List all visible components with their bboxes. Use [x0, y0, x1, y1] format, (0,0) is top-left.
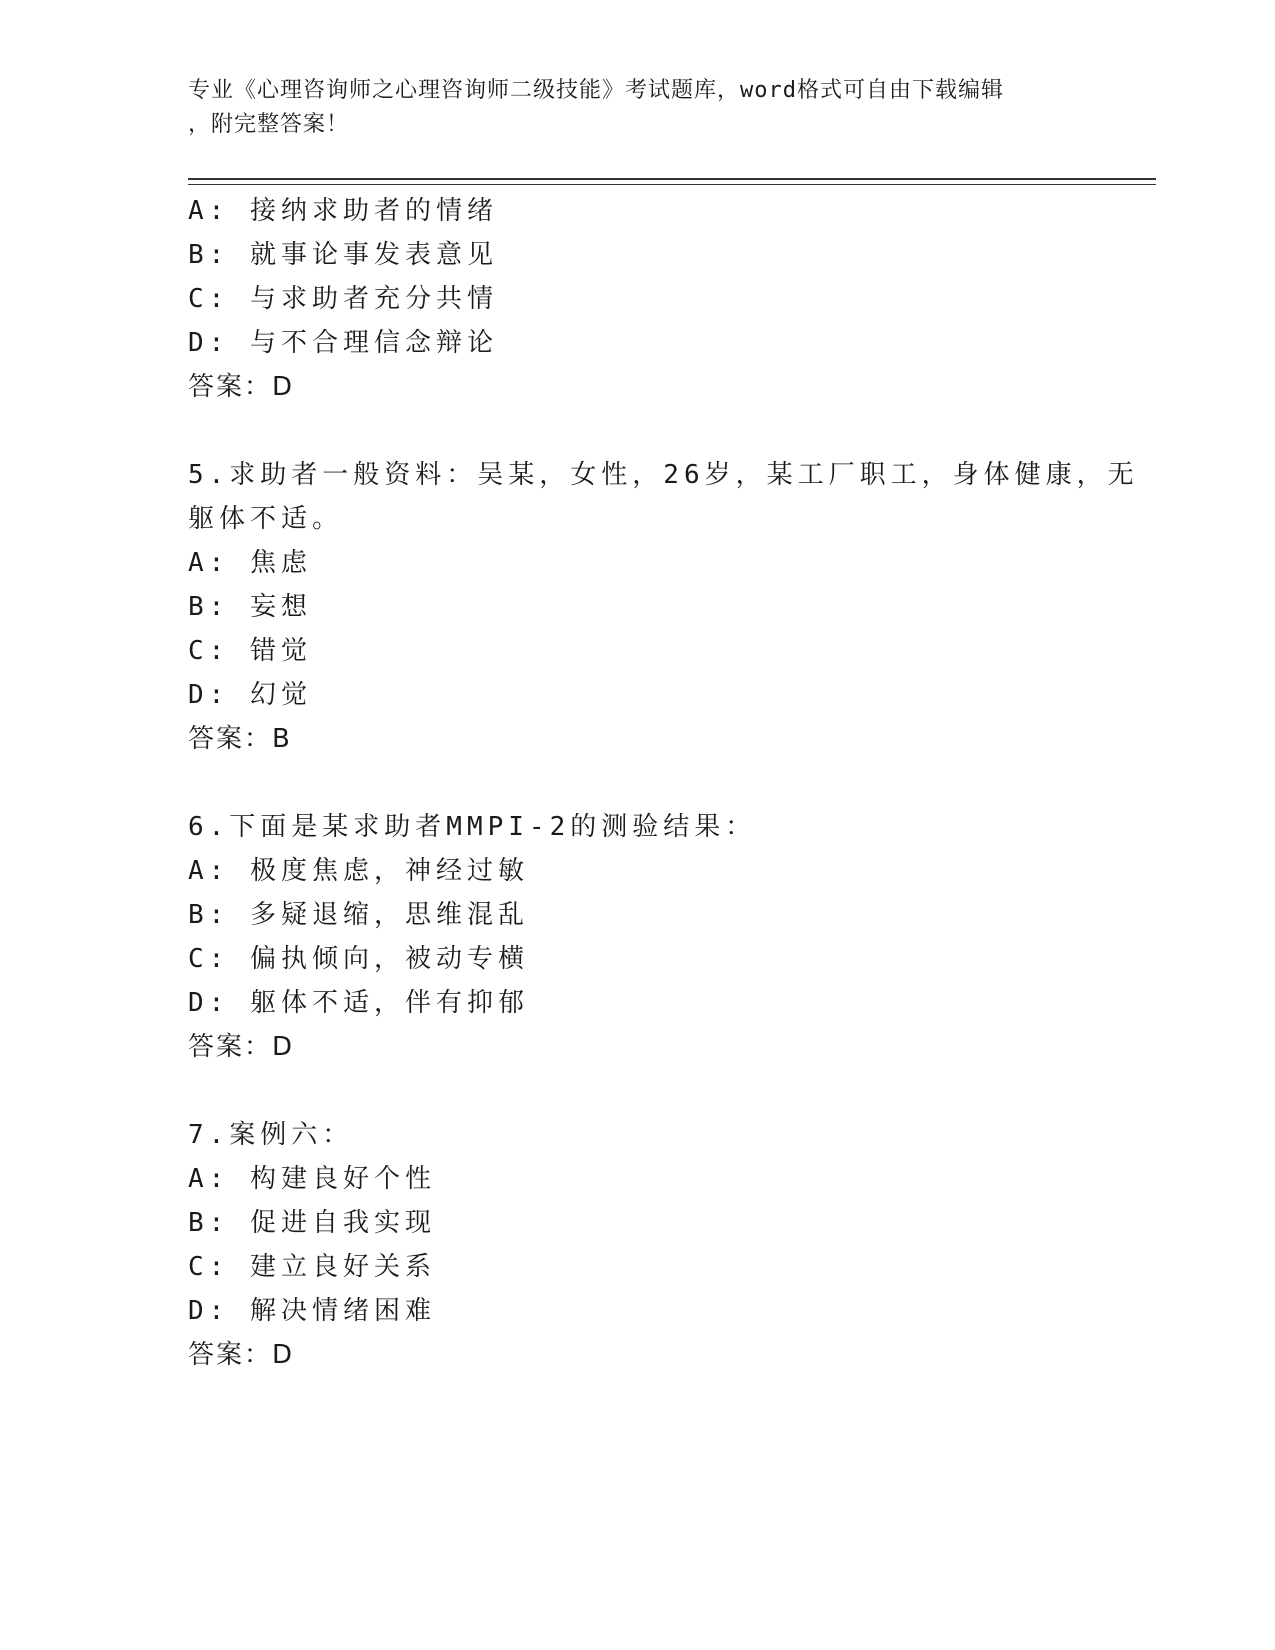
- document-header: [188, 74, 1068, 142]
- q7-answer: 答案：D: [188, 1340, 295, 1370]
- q6-option-c: C: 偏执倾向，被动专横: [188, 944, 529, 974]
- q6-option-d: D: 躯体不适，伴有抑郁: [188, 988, 529, 1018]
- q4-option-c: C: 与求助者充分共情: [188, 284, 498, 314]
- header-title-line: 专业《心理咨询师之心理咨询师二级技能》考试题库，word格式可自由下载编辑: [188, 78, 1004, 103]
- q6-option-a: A: 极度焦虑，神经过敏: [188, 856, 529, 886]
- q4-option-d: D: 与不合理信念辩论: [188, 328, 498, 358]
- q7-stem: 7.案例六：: [188, 1120, 354, 1150]
- q5-stem-line1: 5.求助者一般资料：吴某，女性，26岁，某工厂职工，身体健康，无: [188, 460, 1139, 490]
- q4-option-b: B: 就事论事发表意见: [188, 240, 498, 270]
- header-divider-thin: [188, 184, 1156, 185]
- q7-option-b: B: 促进自我实现: [188, 1208, 436, 1238]
- q7-option-d: D: 解决情绪困难: [188, 1296, 436, 1326]
- q5-stem-line2: 躯体不适。: [188, 504, 344, 534]
- header-title-continuation: ，附完整答案！: [188, 112, 350, 137]
- q6-answer: 答案：D: [188, 1032, 295, 1062]
- q5-option-d: D: 幻觉: [188, 680, 312, 710]
- q5-option-b: B: 妄想: [188, 592, 312, 622]
- q5-answer: 答案：B: [188, 724, 292, 754]
- q5-option-c: C: 错觉: [188, 636, 312, 666]
- q5-option-a: A: 焦虑: [188, 548, 312, 578]
- q7-option-a: A: 构建良好个性: [188, 1164, 436, 1194]
- q7-option-c: C: 建立良好关系: [188, 1252, 436, 1282]
- header-divider-thick: [188, 178, 1156, 180]
- q4-answer: 答案：D: [188, 372, 295, 402]
- q6-option-b: B: 多疑退缩，思维混乱: [188, 900, 529, 930]
- q6-stem: 6.下面是某求助者MMPI-2的测验结果：: [188, 812, 757, 842]
- q4-option-a: A: 接纳求助者的情绪: [188, 196, 498, 226]
